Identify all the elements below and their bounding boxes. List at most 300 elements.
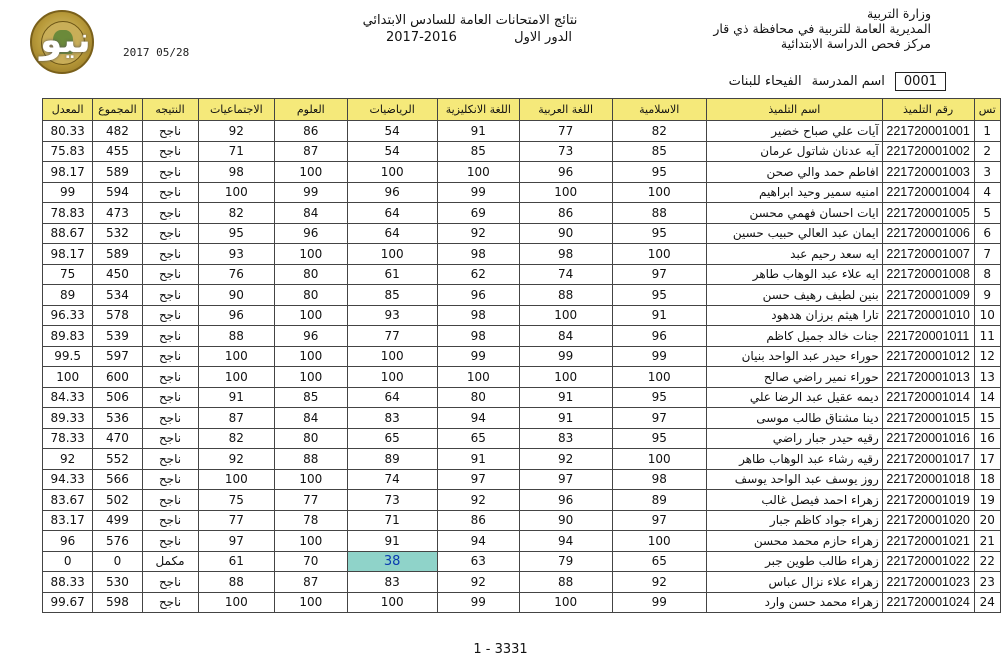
- table-cell: حوراء نمير راضي صالح: [706, 367, 882, 388]
- table-cell: 88: [519, 285, 612, 306]
- table-cell: 221720001008: [882, 264, 974, 285]
- table-row: [43, 182, 1001, 203]
- table-cell: 530: [93, 572, 142, 593]
- table-cell: 69: [437, 203, 519, 224]
- table-cell: 98.17: [43, 162, 93, 183]
- table-cell: 91: [347, 531, 437, 552]
- table-cell: 21: [974, 531, 1001, 552]
- table-cell: 54: [347, 141, 437, 162]
- directorate-name: المديرية العامة للتربية في محافظة ذي قار: [713, 21, 931, 36]
- table-cell: 221720001011: [882, 326, 974, 347]
- table-cell: 88.67: [43, 223, 93, 244]
- table-cell: 92: [612, 572, 706, 593]
- table-row: [43, 387, 1001, 408]
- table-cell: تارا هيثم برزان هدهود: [706, 305, 882, 326]
- table-cell: 22: [974, 551, 1001, 572]
- table-cell: 62: [437, 264, 519, 285]
- table-cell: ايه سعد رحيم عبد: [706, 244, 882, 265]
- table-cell: ناجح: [142, 490, 198, 511]
- table-cell: 82: [612, 121, 706, 142]
- table-cell: 100: [275, 469, 347, 490]
- table-cell: 63: [437, 551, 519, 572]
- table-cell: 100: [275, 531, 347, 552]
- table-row: [43, 285, 1001, 306]
- table-cell: 87: [275, 572, 347, 593]
- table-cell: 221720001007: [882, 244, 974, 265]
- table-cell: زهراء محمد حسن وارد: [706, 592, 882, 613]
- table-cell: 70: [275, 551, 347, 572]
- table-cell: 96.33: [43, 305, 93, 326]
- column-header: رقم التلميذ: [882, 99, 974, 121]
- table-cell: 86: [275, 121, 347, 142]
- table-cell: 94: [437, 531, 519, 552]
- table-cell: 23: [974, 572, 1001, 593]
- table-cell: 83: [347, 572, 437, 593]
- table-cell: 100: [275, 162, 347, 183]
- table-cell: 3: [974, 162, 1001, 183]
- table-cell: 499: [93, 510, 142, 531]
- column-header: المعدل: [43, 99, 93, 121]
- table-cell: 100: [612, 367, 706, 388]
- table-cell: 96: [43, 531, 93, 552]
- table-cell: 85: [275, 387, 347, 408]
- table-cell: 82: [198, 428, 275, 449]
- table-cell: 99.67: [43, 592, 93, 613]
- table-cell: مكمل: [142, 551, 198, 572]
- table-cell: 92: [437, 223, 519, 244]
- table-cell: 80: [275, 264, 347, 285]
- table-cell: 65: [437, 428, 519, 449]
- table-cell: 15: [974, 408, 1001, 429]
- table-cell: 221720001010: [882, 305, 974, 326]
- center-name: مركز فحص الدراسة الابتدائية: [780, 36, 931, 51]
- table-cell: امنيه سمير وحيد ابراهيم: [706, 182, 882, 203]
- table-cell: 97: [612, 264, 706, 285]
- table-cell: 13: [974, 367, 1001, 388]
- table-cell: 598: [93, 592, 142, 613]
- table-cell: 92: [437, 490, 519, 511]
- table-cell: 71: [347, 510, 437, 531]
- table-cell: 96: [612, 326, 706, 347]
- table-cell: ناجح: [142, 531, 198, 552]
- table-cell: 532: [93, 223, 142, 244]
- table-cell: 594: [93, 182, 142, 203]
- table-cell: 100: [437, 367, 519, 388]
- table-cell: 221720001023: [882, 572, 974, 593]
- table-cell: 85: [347, 285, 437, 306]
- column-header: الاسلامية: [612, 99, 706, 121]
- table-cell: 450: [93, 264, 142, 285]
- table-cell: 38: [347, 551, 437, 572]
- table-cell: 221720001012: [882, 346, 974, 367]
- table-cell: 61: [198, 551, 275, 572]
- table-cell: 221720001024: [882, 592, 974, 613]
- table-cell: 100: [198, 469, 275, 490]
- table-cell: ناجح: [142, 367, 198, 388]
- report-title: نتائج الامتحانات العامة للسادس الابتدائي: [362, 13, 578, 28]
- table-cell: حوراء حيدر عبد الواحد بنيان: [706, 346, 882, 367]
- table-cell: ناجح: [142, 387, 198, 408]
- table-cell: 99: [437, 346, 519, 367]
- table-header-row: [43, 99, 1001, 121]
- table-cell: 100: [275, 592, 347, 613]
- school-code: 0001: [895, 72, 946, 91]
- table-cell: 86: [519, 203, 612, 224]
- table-cell: 94.33: [43, 469, 93, 490]
- table-cell: 54: [347, 121, 437, 142]
- table-cell: 65: [612, 551, 706, 572]
- table-cell: 95: [612, 223, 706, 244]
- table-cell: 600: [93, 367, 142, 388]
- table-cell: 98.17: [43, 244, 93, 265]
- table-cell: 221720001018: [882, 469, 974, 490]
- table-cell: ناجح: [142, 592, 198, 613]
- table-cell: 99: [275, 182, 347, 203]
- table-cell: 20: [974, 510, 1001, 531]
- table-cell: 100: [347, 244, 437, 265]
- table-cell: 98: [519, 244, 612, 265]
- table-cell: 98: [437, 244, 519, 265]
- table-cell: ناجح: [142, 305, 198, 326]
- table-cell: 10: [974, 305, 1001, 326]
- table-cell: 552: [93, 449, 142, 470]
- table-row: [43, 531, 1001, 552]
- table-cell: 89: [347, 449, 437, 470]
- table-cell: 88: [519, 572, 612, 593]
- table-row: [43, 141, 1001, 162]
- table-cell: 5: [974, 203, 1001, 224]
- table-cell: 89: [612, 490, 706, 511]
- table-cell: 91: [437, 121, 519, 142]
- table-row: [43, 428, 1001, 449]
- table-cell: 100: [347, 592, 437, 613]
- table-cell: 77: [347, 326, 437, 347]
- table-cell: رقيه رشاء عبد الوهاب طاهر: [706, 449, 882, 470]
- table-cell: 482: [93, 121, 142, 142]
- table-cell: 221720001004: [882, 182, 974, 203]
- table-cell: بنين لطيف رهيف حسن: [706, 285, 882, 306]
- table-cell: 64: [347, 203, 437, 224]
- table-cell: 73: [519, 141, 612, 162]
- table-row: [43, 346, 1001, 367]
- table-cell: 78.83: [43, 203, 93, 224]
- table-cell: 100: [43, 367, 93, 388]
- table-cell: 78.33: [43, 428, 93, 449]
- table-cell: 100: [275, 346, 347, 367]
- table-cell: 91: [612, 305, 706, 326]
- table-cell: زهراء علاء نزال عباس: [706, 572, 882, 593]
- table-cell: 97: [198, 531, 275, 552]
- table-cell: 74: [519, 264, 612, 285]
- results-table: [42, 98, 1001, 613]
- table-cell: 89: [43, 285, 93, 306]
- table-row: [43, 244, 1001, 265]
- table-cell: 82: [198, 203, 275, 224]
- table-cell: 24: [974, 592, 1001, 613]
- school-name: الفيحاء للبنات: [728, 74, 802, 89]
- table-cell: 221720001022: [882, 551, 974, 572]
- watermark: نيو: [40, 20, 91, 61]
- table-cell: 90: [519, 223, 612, 244]
- table-cell: زهراء طالب طوين جبر: [706, 551, 882, 572]
- table-row: [43, 572, 1001, 593]
- table-cell: 83.67: [43, 490, 93, 511]
- school-label: اسم المدرسة: [811, 74, 885, 89]
- table-cell: زهراء جواد كاظم جبار: [706, 510, 882, 531]
- table-cell: 100: [519, 182, 612, 203]
- table-cell: 65: [347, 428, 437, 449]
- table-cell: ناجح: [142, 428, 198, 449]
- table-cell: 100: [519, 305, 612, 326]
- table-cell: 221720001016: [882, 428, 974, 449]
- table-cell: ناجح: [142, 346, 198, 367]
- academic-year: 2017-2016: [386, 30, 457, 45]
- table-cell: 99: [43, 182, 93, 203]
- table-cell: 221720001015: [882, 408, 974, 429]
- table-cell: 221720001013: [882, 367, 974, 388]
- table-cell: 0: [43, 551, 93, 572]
- table-cell: ناجح: [142, 162, 198, 183]
- table-cell: 78: [275, 510, 347, 531]
- table-cell: 84: [519, 326, 612, 347]
- table-cell: 86: [437, 510, 519, 531]
- table-cell: ناجح: [142, 121, 198, 142]
- table-cell: 221720001005: [882, 203, 974, 224]
- table-cell: 18: [974, 469, 1001, 490]
- table-cell: 100: [437, 162, 519, 183]
- table-cell: 534: [93, 285, 142, 306]
- column-header: المجموع: [93, 99, 142, 121]
- table-cell: 539: [93, 326, 142, 347]
- table-cell: 99: [519, 346, 612, 367]
- table-cell: 95: [612, 285, 706, 306]
- table-cell: 100: [275, 367, 347, 388]
- table-cell: 74: [347, 469, 437, 490]
- table-cell: زهراء حازم محمد محسن: [706, 531, 882, 552]
- table-cell: 100: [612, 531, 706, 552]
- table-cell: 100: [347, 346, 437, 367]
- table-cell: 91: [437, 449, 519, 470]
- table-cell: 77: [198, 510, 275, 531]
- table-cell: 6: [974, 223, 1001, 244]
- table-cell: ناجح: [142, 572, 198, 593]
- table-cell: 100: [198, 367, 275, 388]
- table-cell: 89.33: [43, 408, 93, 429]
- table-cell: 96: [437, 285, 519, 306]
- table-cell: 97: [612, 408, 706, 429]
- table-cell: 80: [275, 285, 347, 306]
- table-cell: 85: [437, 141, 519, 162]
- table-cell: 87: [198, 408, 275, 429]
- table-cell: 99: [437, 182, 519, 203]
- column-header: العلوم: [275, 99, 347, 121]
- institution-block: [631, 6, 931, 51]
- table-cell: 100: [519, 367, 612, 388]
- table-cell: ايمان عبد العالي حبيب حسين: [706, 223, 882, 244]
- table-cell: 80.33: [43, 121, 93, 142]
- table-cell: 99: [437, 592, 519, 613]
- table-cell: 221720001006: [882, 223, 974, 244]
- table-cell: 14: [974, 387, 1001, 408]
- table-cell: 470: [93, 428, 142, 449]
- table-cell: 88: [198, 572, 275, 593]
- column-header: الرياضيات: [347, 99, 437, 121]
- table-cell: 76: [198, 264, 275, 285]
- table-row: [43, 449, 1001, 470]
- table-cell: 99.5: [43, 346, 93, 367]
- table-cell: 100: [347, 367, 437, 388]
- table-row: [43, 551, 1001, 572]
- table-cell: 221720001019: [882, 490, 974, 511]
- table-cell: ديمه عقيل عبد الرضا علي: [706, 387, 882, 408]
- table-cell: 91: [198, 387, 275, 408]
- table-row: [43, 510, 1001, 531]
- table-cell: ناجح: [142, 223, 198, 244]
- page-number: 1 - 3331: [473, 642, 528, 657]
- table-cell: آيات علي صباح خضير: [706, 121, 882, 142]
- table-cell: 221720001021: [882, 531, 974, 552]
- table-cell: روز يوسف عبد الواحد يوسف: [706, 469, 882, 490]
- table-row: [43, 367, 1001, 388]
- table-cell: 100: [612, 182, 706, 203]
- table-cell: 100: [198, 182, 275, 203]
- table-cell: 92: [198, 449, 275, 470]
- table-cell: ايات احسان فهمي محسن: [706, 203, 882, 224]
- table-cell: 9: [974, 285, 1001, 306]
- table-cell: 566: [93, 469, 142, 490]
- table-cell: 91: [519, 408, 612, 429]
- table-cell: 221720001003: [882, 162, 974, 183]
- table-cell: 93: [198, 244, 275, 265]
- table-cell: 77: [275, 490, 347, 511]
- print-date: 2017 05/28: [123, 46, 190, 59]
- table-cell: 88: [612, 203, 706, 224]
- table-cell: 502: [93, 490, 142, 511]
- table-cell: 221720001017: [882, 449, 974, 470]
- table-cell: 455: [93, 141, 142, 162]
- school-info: [729, 72, 946, 91]
- table-cell: 94: [519, 531, 612, 552]
- table-cell: 88: [275, 449, 347, 470]
- table-cell: 11: [974, 326, 1001, 347]
- table-cell: 99: [612, 592, 706, 613]
- table-cell: 597: [93, 346, 142, 367]
- table-cell: 85: [612, 141, 706, 162]
- column-header: تس: [974, 99, 1001, 121]
- table-cell: ايه علاء عبد الوهاب طاهر: [706, 264, 882, 285]
- table-cell: 221720001002: [882, 141, 974, 162]
- table-cell: 75: [43, 264, 93, 285]
- table-row: [43, 203, 1001, 224]
- table-cell: 100: [275, 244, 347, 265]
- table-cell: 94: [437, 408, 519, 429]
- table-cell: 95: [612, 387, 706, 408]
- table-cell: 0: [93, 551, 142, 572]
- table-cell: 100: [198, 346, 275, 367]
- table-cell: 1: [974, 121, 1001, 142]
- column-header: النتيجه: [142, 99, 198, 121]
- ministry-name: وزارة التربية: [866, 6, 931, 21]
- table-cell: 96: [275, 326, 347, 347]
- table-cell: 221720001014: [882, 387, 974, 408]
- table-cell: 98: [198, 162, 275, 183]
- table-cell: 87: [275, 141, 347, 162]
- table-cell: 12: [974, 346, 1001, 367]
- table-cell: 221720001020: [882, 510, 974, 531]
- table-cell: 90: [198, 285, 275, 306]
- table-cell: 84: [275, 408, 347, 429]
- table-cell: 8: [974, 264, 1001, 285]
- table-cell: 96: [519, 162, 612, 183]
- table-cell: 83: [519, 428, 612, 449]
- table-cell: 95: [198, 223, 275, 244]
- table-cell: 83.17: [43, 510, 93, 531]
- table-cell: 589: [93, 244, 142, 265]
- column-header: اللغة العربية: [519, 99, 612, 121]
- table-cell: 473: [93, 203, 142, 224]
- table-cell: 98: [612, 469, 706, 490]
- table-cell: 92: [519, 449, 612, 470]
- table-cell: 73: [347, 490, 437, 511]
- table-cell: ناجح: [142, 203, 198, 224]
- table-cell: 90: [519, 510, 612, 531]
- report-title-block: [350, 12, 590, 46]
- table-cell: 79: [519, 551, 612, 572]
- table-cell: 64: [347, 223, 437, 244]
- table-row: [43, 305, 1001, 326]
- table-cell: ناجح: [142, 182, 198, 203]
- table-cell: 4: [974, 182, 1001, 203]
- table-cell: 71: [198, 141, 275, 162]
- table-cell: 96: [275, 223, 347, 244]
- table-cell: رقيه حيدر جبار راضي: [706, 428, 882, 449]
- table-cell: ناجح: [142, 264, 198, 285]
- table-cell: 589: [93, 162, 142, 183]
- table-cell: 100: [198, 592, 275, 613]
- table-cell: 88: [198, 326, 275, 347]
- table-cell: 84: [275, 203, 347, 224]
- table-row: [43, 121, 1001, 142]
- table-row: [43, 162, 1001, 183]
- table-cell: 77: [519, 121, 612, 142]
- table-cell: 75.83: [43, 141, 93, 162]
- table-cell: 98: [437, 326, 519, 347]
- table-cell: 91: [519, 387, 612, 408]
- column-header: اسم التلميذ: [706, 99, 882, 121]
- table-cell: 88.33: [43, 572, 93, 593]
- table-cell: 92: [43, 449, 93, 470]
- exam-round: الدور الاول: [514, 30, 572, 45]
- table-cell: دينا مشتاق طالب موسى: [706, 408, 882, 429]
- table-cell: 92: [437, 572, 519, 593]
- table-cell: 97: [612, 510, 706, 531]
- table-cell: جنات خالد جميل كاظم: [706, 326, 882, 347]
- table-row: [43, 490, 1001, 511]
- table-cell: زهراء احمد فيصل غالب: [706, 490, 882, 511]
- table-cell: 80: [437, 387, 519, 408]
- table-cell: افاطم حمد والي صحن: [706, 162, 882, 183]
- table-row: [43, 326, 1001, 347]
- table-cell: ناجح: [142, 326, 198, 347]
- table-cell: 100: [275, 305, 347, 326]
- column-header: اللغة الانكليزية: [437, 99, 519, 121]
- table-cell: 89.83: [43, 326, 93, 347]
- table-row: [43, 469, 1001, 490]
- table-cell: 100: [347, 162, 437, 183]
- table-cell: 578: [93, 305, 142, 326]
- table-cell: ناجح: [142, 141, 198, 162]
- table-cell: 64: [347, 387, 437, 408]
